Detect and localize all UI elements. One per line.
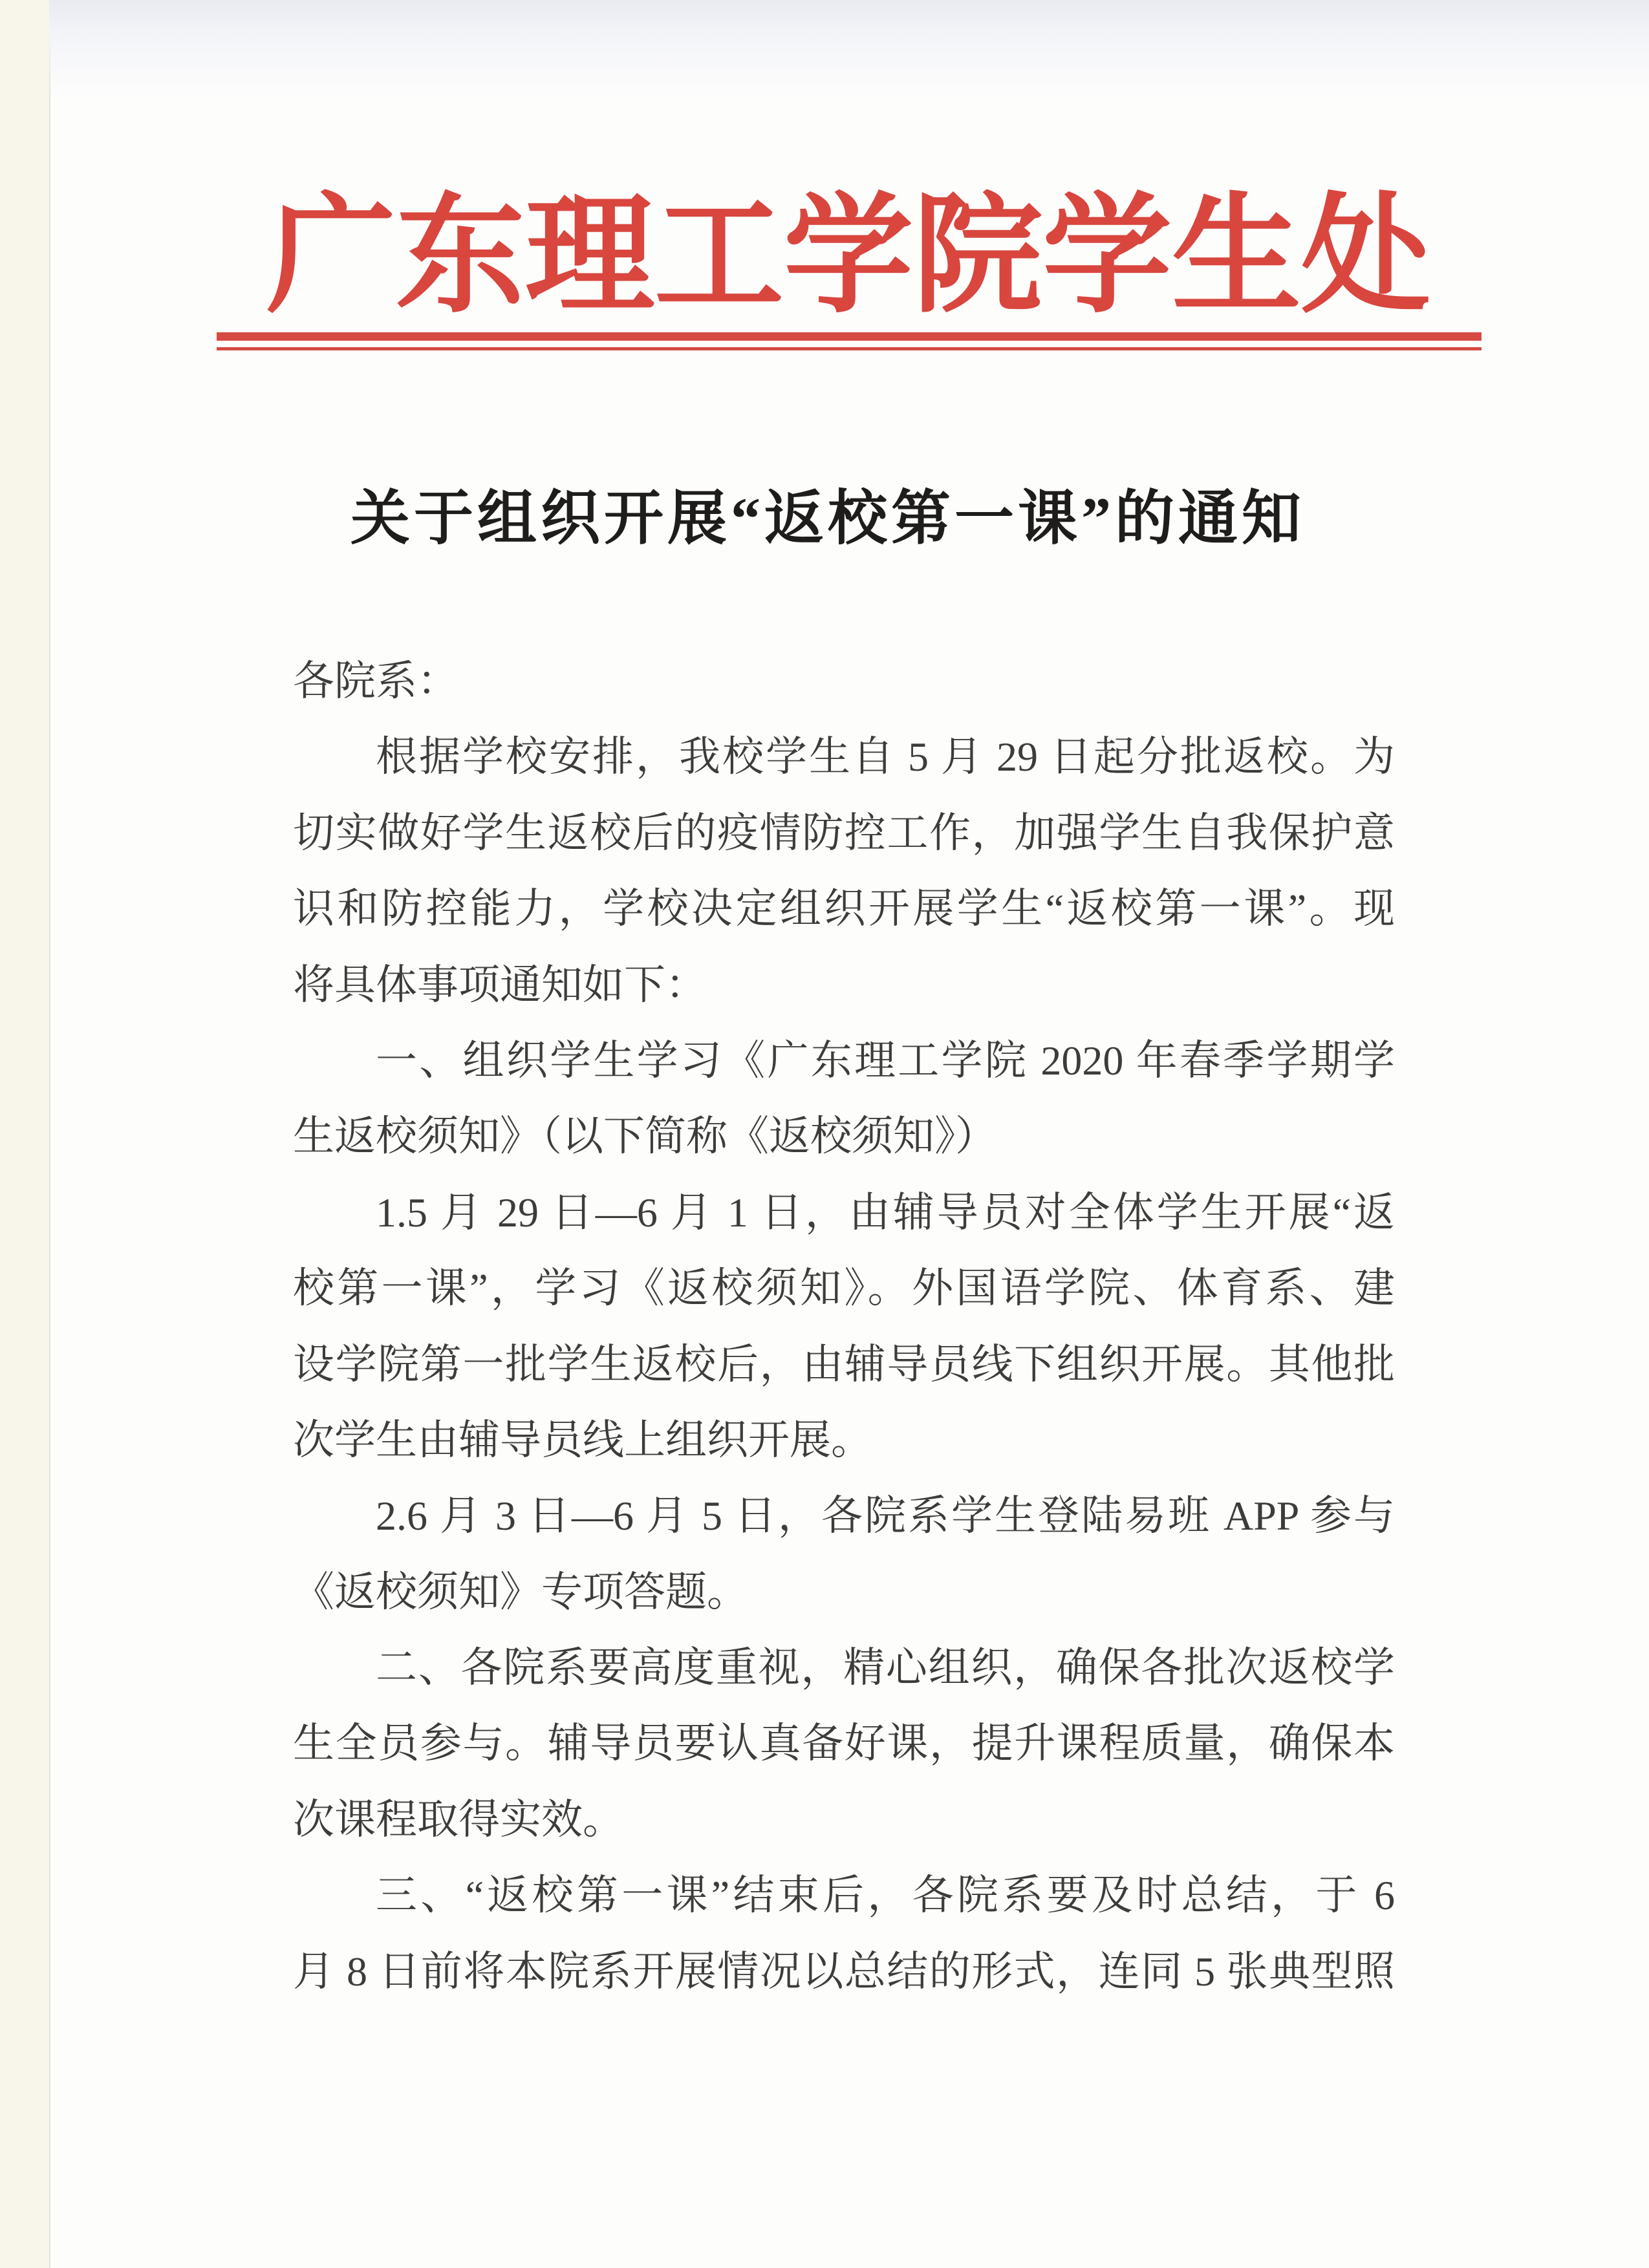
body-line: 各院系： bbox=[293, 658, 458, 704]
body-line: 《返校须知》专项答题。 bbox=[293, 1568, 748, 1615]
header-rule-thick bbox=[217, 332, 1482, 341]
header-rule-thin bbox=[217, 347, 1482, 350]
body-line: 1.5 月 29 日—6 月 1 日，由辅导员对全体学生开展“返 bbox=[376, 1189, 1395, 1236]
body-line: 一、组织学生学习《广东理工学院 2020 年春季学期学 bbox=[376, 1037, 1395, 1084]
body-line: 设学院第一批学生返校后，由辅导员线下组织开展。其他批 bbox=[293, 1341, 1395, 1387]
body-line: 切实做好学生返校后的疫情防控工作，加强学生自我保护意 bbox=[293, 809, 1395, 856]
body-line: 次学生由辅导员线上组织开展。 bbox=[293, 1417, 872, 1463]
body-line: 2.6 月 3 日—6 月 5 日，各院系学生登陆易班 APP 参与 bbox=[376, 1493, 1395, 1539]
body-line: 月 8 日前将本院系开展情况以总结的形式，连同 5 张典型照 bbox=[293, 1948, 1395, 1995]
body-line: 校第一课”，学习《返校须知》。外国语学院、体育系、建 bbox=[293, 1265, 1395, 1312]
body-line: 次课程取得实效。 bbox=[293, 1796, 624, 1843]
document-title: 关于组织开展“返校第一课”的通知 bbox=[350, 486, 1305, 551]
scan-top-shadow bbox=[49, 0, 1649, 97]
body-line: 二、各院系要高度重视，精心组织，确保各批次返校学 bbox=[376, 1645, 1395, 1691]
body-line: 三、“返校第一课”结束后，各院系要及时总结，于 6 bbox=[376, 1872, 1395, 1919]
document-body bbox=[293, 643, 1395, 2009]
body-line: 生返校须知》（以下简称《返校须知》） bbox=[293, 1113, 997, 1160]
body-line: 根据学校安排，我校学生自 5 月 29 日起分批返校。为 bbox=[376, 734, 1395, 780]
scan-edge-strip bbox=[0, 0, 50, 2268]
body-line: 生全员参与。辅导员要认真备好课，提升课程质量，确保本 bbox=[293, 1720, 1395, 1767]
org-header-title: 广东理工学院学生处 bbox=[266, 186, 1431, 328]
body-line: 识和防控能力，学校决定组织开展学生“返校第一课”。现 bbox=[293, 886, 1395, 932]
body-line: 将具体事项通知如下： bbox=[293, 961, 707, 1008]
